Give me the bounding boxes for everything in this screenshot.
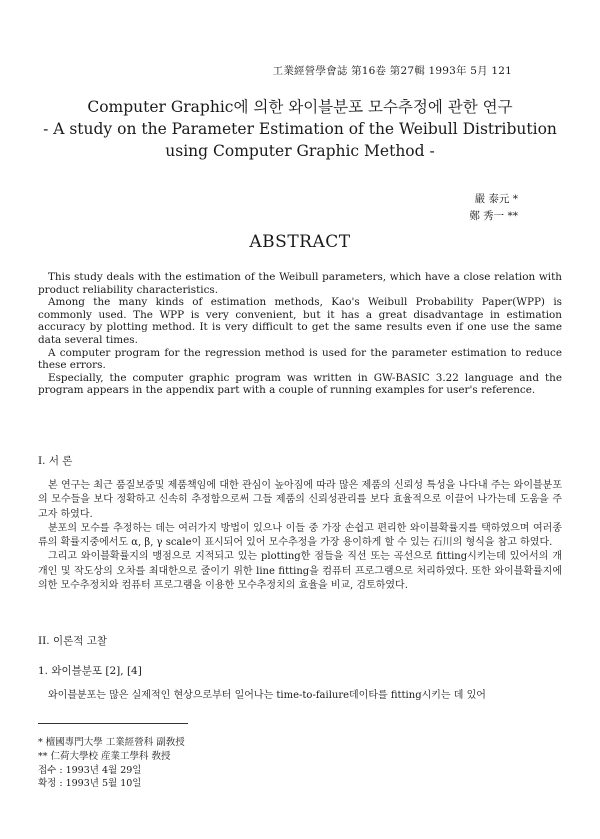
abstract-paragraph: Among the many kinds of estimation methods, Kao's Weibull Probability Paper(WPP) is commonly used. The WPP is very convenient, but it has a great disadvantage in estimation accuracy by plotting method. It is very difficult to get the same results even if one use the same data several times. <box>38 296 562 346</box>
footnote-affiliation-1: * 檀國專門大學 工業經營科 副敎授 <box>38 737 185 748</box>
abstract-paragraph: A computer program for the regression method is used for the parameter estimation to reduce these errors. <box>38 346 562 372</box>
section-1-paragraph: 본 연구는 최근 품질보증및 제품책임에 대한 관심이 높아짐에 따라 많은 제품의 신뢰성 특성을 나다내 주는 와이블분포의 모수들을 보다 정확하고 신속히 추정함으로써 그들 제품의 신뢰성관리를 보다 효율적으로 이끌어 나가는데 도움을 주고자 하였다. <box>38 480 562 520</box>
journal-header: 工業經營學會誌 第16卷 第27輯 1993年 5月 121 <box>272 65 512 77</box>
section-1-paragraph: 분포의 모수를 추정하는 데는 여러가지 방법이 있으나 이들 중 가장 손쉽고 편리한 와이블확률지를 택하였으며 여러종류의 확률지중에서도 α, β, γ scale이 표시되어 있어 모수추정을 가장 용이하게 할 수 있는 石川의 형식을 참고 하였다. <box>38 522 562 549</box>
footnote-affiliation-2: ** 仁荷大學校 産業工學科 敎授 <box>38 750 171 762</box>
author-2: 鄭 秀一 ** <box>469 210 518 222</box>
section-2-paragraph: 와이블분포는 많은 실제적인 현상으로부터 일어나는 time-to-failure데이타를 fitting시키는 데 있어 <box>48 690 486 701</box>
english-title-line2: using Computer Graphic Method - <box>165 142 435 160</box>
korean-title: Computer Graphic에 의한 와이블분포 모수추정에 관한 연구 <box>87 98 513 116</box>
section-2-body <box>38 689 562 703</box>
section-2-heading: II. 이론적 고찰 <box>38 635 108 647</box>
section-2-subheading: 1. 와이블분포 [2], [4] <box>38 665 142 677</box>
abstract-paragraph: Especially, the computer graphic program was written in GW-BASIC 3.22 language and the program appears in the appendix part with a couple of running examples for user's reference. <box>38 371 562 397</box>
footnotes <box>38 736 185 791</box>
section-1-heading: I. 서 론 <box>38 455 73 467</box>
section-1-paragraph: 그리고 와이블확률지의 맹점으로 지적되고 있는 plotting한 점들을 직선 또는 곡선으로 fitting시키는데 있어서의 개개인 및 작도상의 오차를 최대한으로 줄이기 위한 line fitting을 컴퓨터 프로그램으로 처리하였다. 또한 와이블확률지에 의한 모수추정치와 컴퓨터 프로그램을 이용한 모수추정치의 효율을 비교, 검토하였다. <box>38 551 562 592</box>
author-1: 嚴 泰元 * <box>474 193 518 205</box>
abstract-body <box>38 271 562 397</box>
footnote-accepted-date: 확정 : 1993년 5월 10일 <box>38 778 142 790</box>
footnote-received-date: 접수 : 1993년 4월 29일 <box>38 764 142 776</box>
abstract-paragraph: This study deals with the estimation of the Weibull parameters, which have a close relation with product reliability characteristics. <box>38 271 562 296</box>
english-title-line1: - A study on the Parameter Estimation of the Weibull Distribution <box>43 120 557 138</box>
footnote-rule <box>38 723 188 724</box>
section-1-body <box>38 479 562 593</box>
abstract-heading: ABSTRACT <box>249 232 351 252</box>
